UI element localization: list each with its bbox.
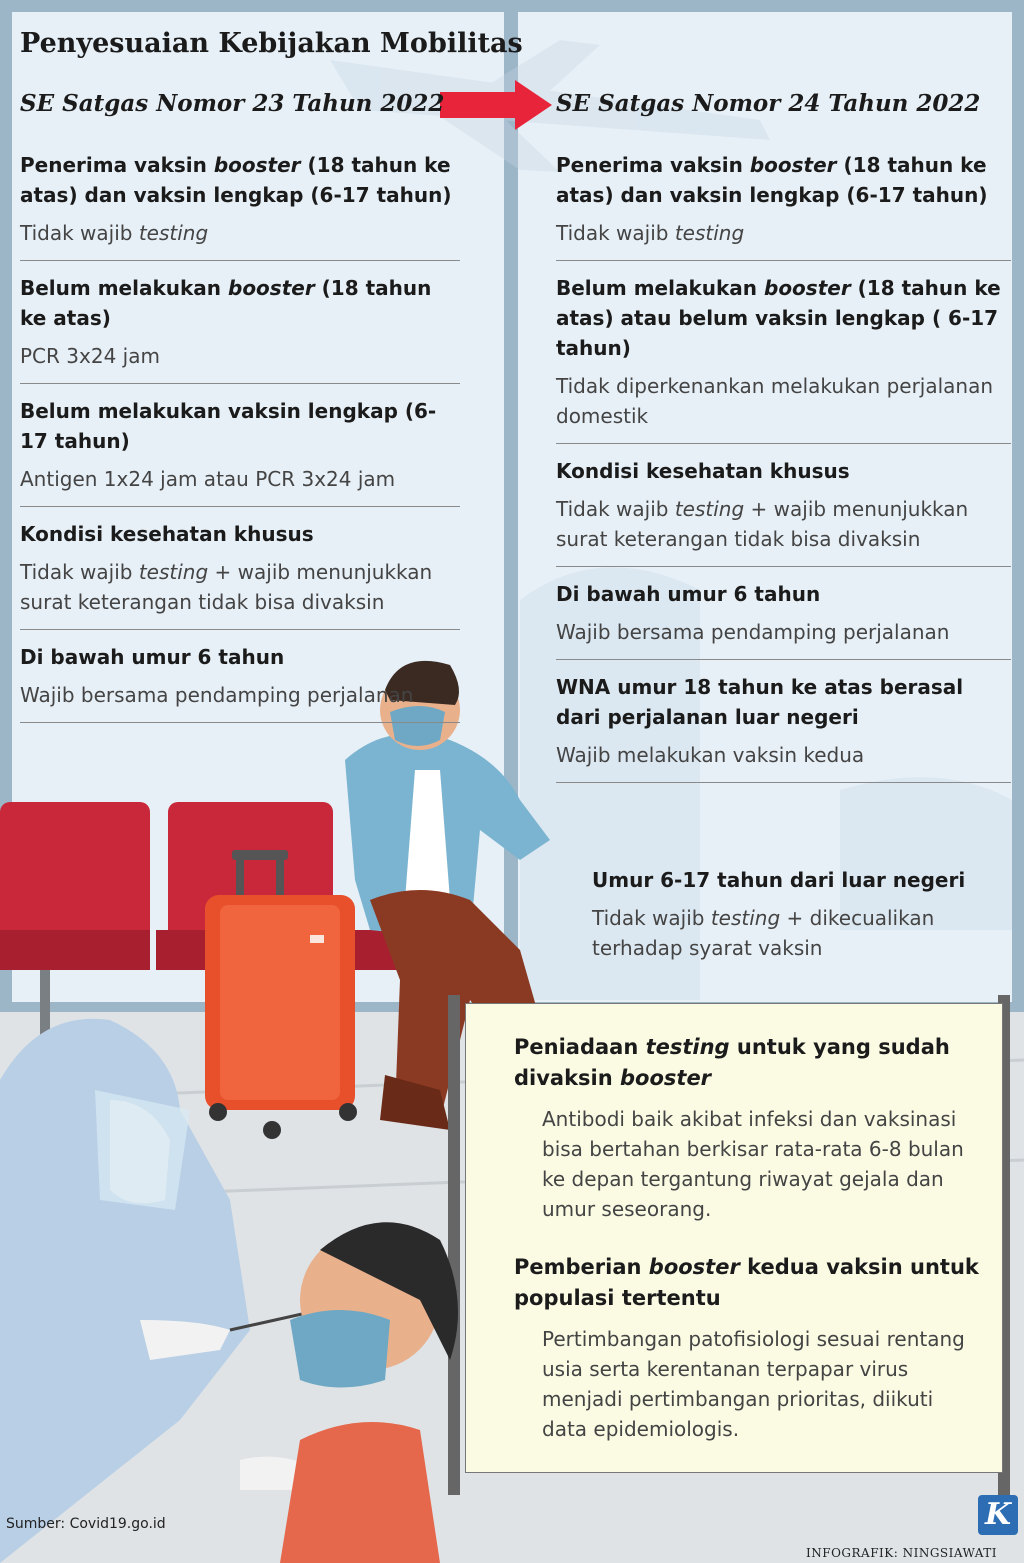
separator [20,629,460,630]
info-box-body: Pertimbangan patofisiologi sesuai rentang usia serta kerentanan terpapar virus menjadi pertimbangan prioritas, diikuti data epidemiologis. [542,1327,965,1441]
item-body: Antigen 1x24 jam atau PCR 3x24 jam [20,467,396,491]
kompas-logo: K [978,1495,1018,1535]
item-heading: Kondisi kesehatan khusus [20,522,314,546]
item-heading: Di bawah umur 6 tahun [20,645,285,669]
right-column-header: SE Satgas Nomor 24 Tahun 2022 [556,90,981,117]
left-column [20,150,460,735]
page-title: Penyesuaian Kebijakan Mobilitas [20,28,523,59]
item-body: Wajib bersama pendamping perjalanan [20,683,414,707]
policy-item [556,456,1011,554]
info-box-item-1 [514,1032,984,1224]
separator [556,782,1011,783]
right-column [556,150,1011,795]
left-column-header: SE Satgas Nomor 23 Tahun 2022 [20,90,445,117]
policy-item [20,642,460,710]
policy-item [556,672,1011,770]
policy-item [556,273,1011,431]
item-body: Tidak wajib testing [20,221,209,245]
item-heading: Di bawah umur 6 tahun [556,582,821,606]
item-heading: Penerima vaksin booster (18 tahun ke atas) dan vaksin lengkap (6-17 tahun) [556,153,988,207]
item-body: Tidak wajib testing [556,221,745,245]
separator [20,260,460,261]
item-body: Tidak wajib testing + wajib menunjukkan surat keterangan tidak bisa divaksin [556,497,969,551]
item-heading: Belum melakukan vaksin lengkap (6-17 tahun) [20,399,437,453]
separator [556,260,1011,261]
item-body: PCR 3x24 jam [20,344,160,368]
source-note: Sumber: Covid19.go.id [6,1516,166,1532]
item-body: Tidak wajib testing + dikecualikan terhadap syarat vaksin [592,906,935,960]
item-heading: WNA umur 18 tahun ke atas berasal dari perjalanan luar negeri [556,675,964,729]
policy-item [20,273,460,371]
item-heading: Belum melakukan booster (18 tahun ke atas) atau belum vaksin lengkap ( 6-17 tahun) [556,276,1001,360]
separator [20,383,460,384]
right-extra-item [592,865,992,963]
policy-item [20,150,460,248]
separator [20,506,460,507]
separator [556,443,1011,444]
item-heading: Penerima vaksin booster (18 tahun ke atas) dan vaksin lengkap (6-17 tahun) [20,153,452,207]
policy-item [556,579,1011,647]
item-heading: Umur 6-17 tahun dari luar negeri [592,868,966,892]
info-box-heading: Pemberian booster kedua vaksin untuk populasi tertentu [514,1255,979,1310]
separator [556,659,1011,660]
policy-item [20,519,460,617]
item-body: Wajib bersama pendamping perjalanan [556,620,950,644]
item-heading: Belum melakukan booster (18 tahun ke atas) [20,276,432,330]
info-box [465,1003,1003,1473]
separator [556,566,1011,567]
separator [20,722,460,723]
info-box-heading: Peniadaan testing untuk yang sudah divaksin booster [514,1035,950,1090]
item-body: Wajib melakukan vaksin kedua [556,743,865,767]
policy-item [20,396,460,494]
policy-item [556,150,1011,248]
item-body: Tidak diperkenankan melakukan perjalanan domestik [556,374,994,428]
item-body: Tidak wajib testing + wajib menunjukkan surat keterangan tidak bisa divaksin [20,560,433,614]
info-box-item-2 [514,1252,984,1444]
credit-note: INFOGRAFIK: NINGSIAWATI [806,1546,998,1560]
info-box-body: Antibodi baik akibat infeksi dan vaksinasi bisa bertahan berkisar rata-rata 6-8 bulan ke depan tergantung riwayat gejala dan umur seseorang. [542,1107,964,1221]
item-heading: Kondisi kesehatan khusus [556,459,850,483]
